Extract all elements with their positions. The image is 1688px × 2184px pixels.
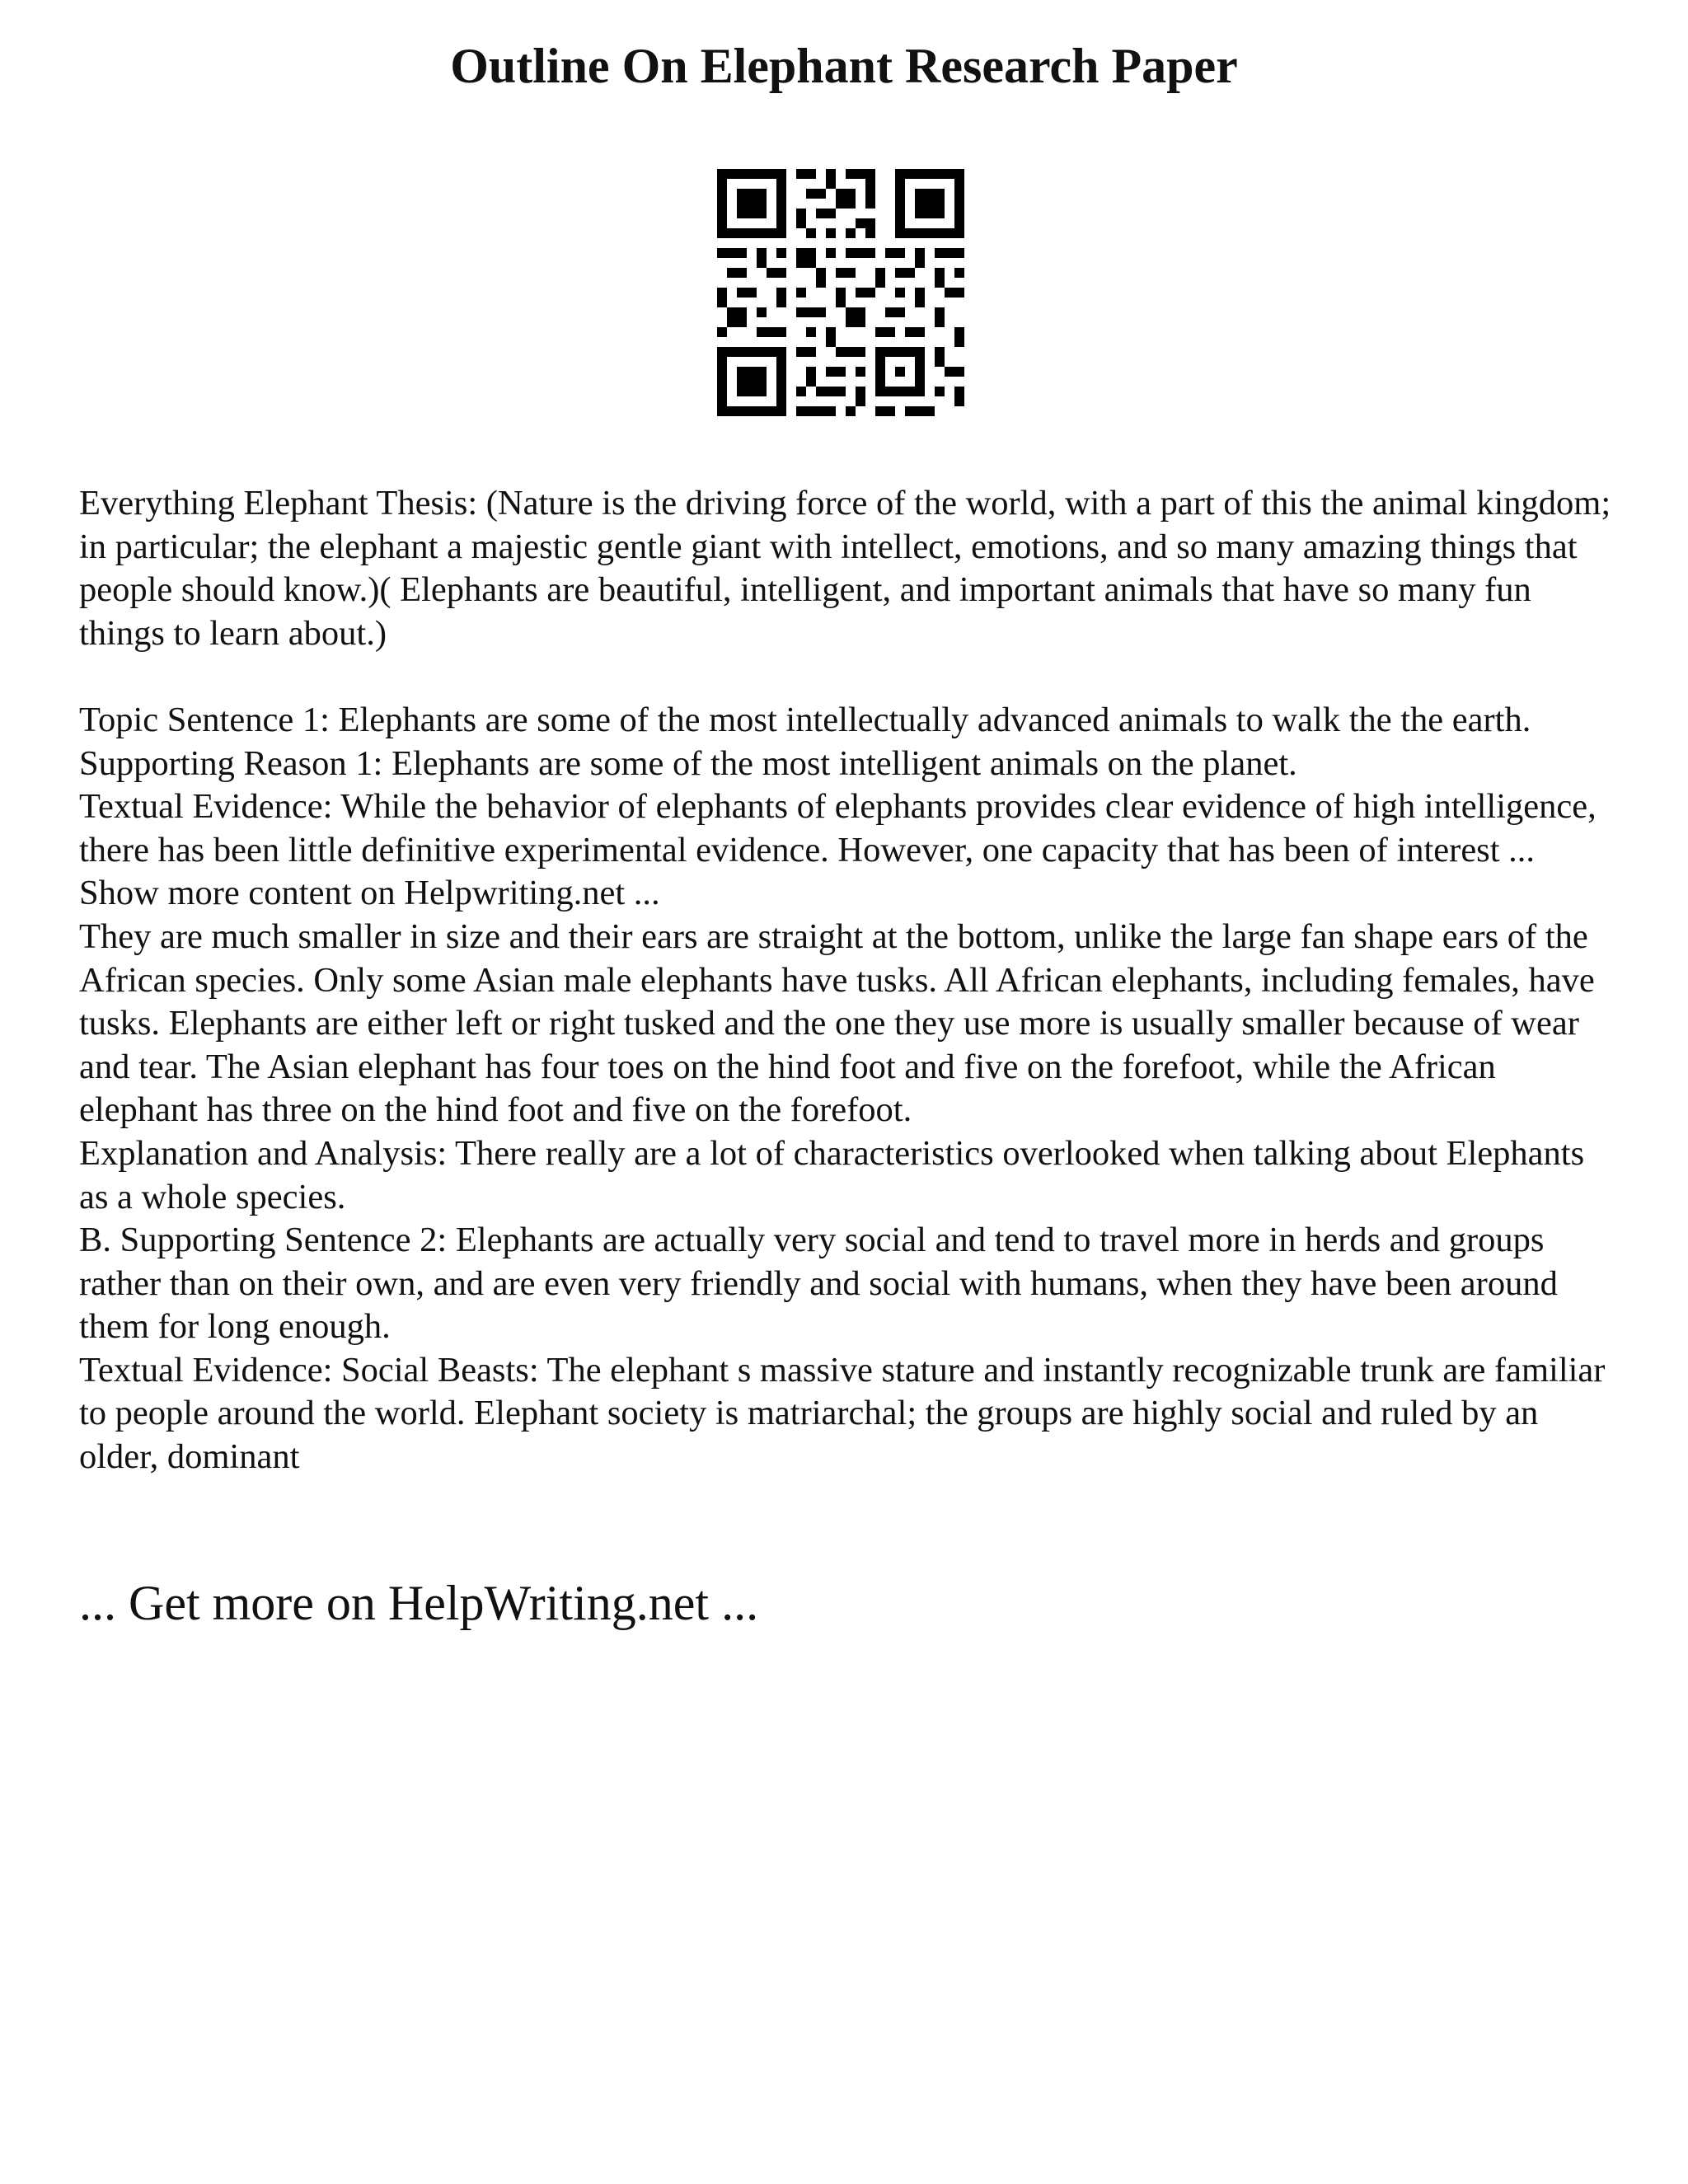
document-body xyxy=(79,482,1612,1479)
textual-evidence-paragraph: Textual Evidence: While the behavior of elephants of elephants provides clear evidence of high intelligence, there has been little definitive experimental evidence. However, one capacity that has been of interest ... Show more content on Helpwriting.net ... xyxy=(79,787,1597,913)
social-evidence-paragraph: Textual Evidence: Social Beasts: The elephant s massive stature and instantly recognizable trunk are familiar to people around the world. Elephant society is matriarchal; the groups are highly social and ruled by an older, dominant xyxy=(79,1350,1606,1477)
species-comparison-paragraph: They are much smaller in size and their ears are straight at the bottom, unlike the large fan shape ears of the African species. Only some Asian male elephants have tusks. All African elephants, including females, have tusks. Elephants are either left or right tusked and the one they use more is usually smaller because of wear and tear. The Asian elephant has four toes on the hind foot and five on the forefoot, while the African elephant has three on the hind foot and five on the forefoot. xyxy=(79,916,1595,1130)
topic-sentence-paragraph: Topic Sentence 1: Elephants are some of the most intellectually advanced animals to walk the the earth. xyxy=(79,700,1531,739)
get-more-link[interactable]: ... Get more on HelpWriting.net ... xyxy=(79,1576,759,1630)
qr-code-graphic xyxy=(717,169,964,416)
thesis-paragraph: Everything Elephant Thesis: (Nature is the driving force of the world, with a part of this the animal kingdom; in particular; the elephant a majestic gentle giant with intellect, emotions, and so many amazing things that people should know.)( Elephants are beautiful, intelligent, and important animals that have so many fun things to learn about.) xyxy=(79,484,1611,653)
paragraph-gap xyxy=(79,655,1612,699)
qr-code-icon[interactable] xyxy=(717,169,964,416)
document-title: Outline On Elephant Research Paper xyxy=(450,39,1238,93)
supporting-sentence-paragraph: B. Supporting Sentence 2: Elephants are actually very social and tend to travel more in herds and groups rather than on their own, and are even very friendly and social with humans, when they have been around them for long enough. xyxy=(79,1221,1558,1347)
supporting-reason-paragraph: Supporting Reason 1: Elephants are some of the most intelligent animals on the planet. xyxy=(79,743,1297,783)
explanation-paragraph: Explanation and Analysis: There really are a lot of characteristics overlooked when talking about Elephants as a whole species. xyxy=(79,1133,1585,1216)
